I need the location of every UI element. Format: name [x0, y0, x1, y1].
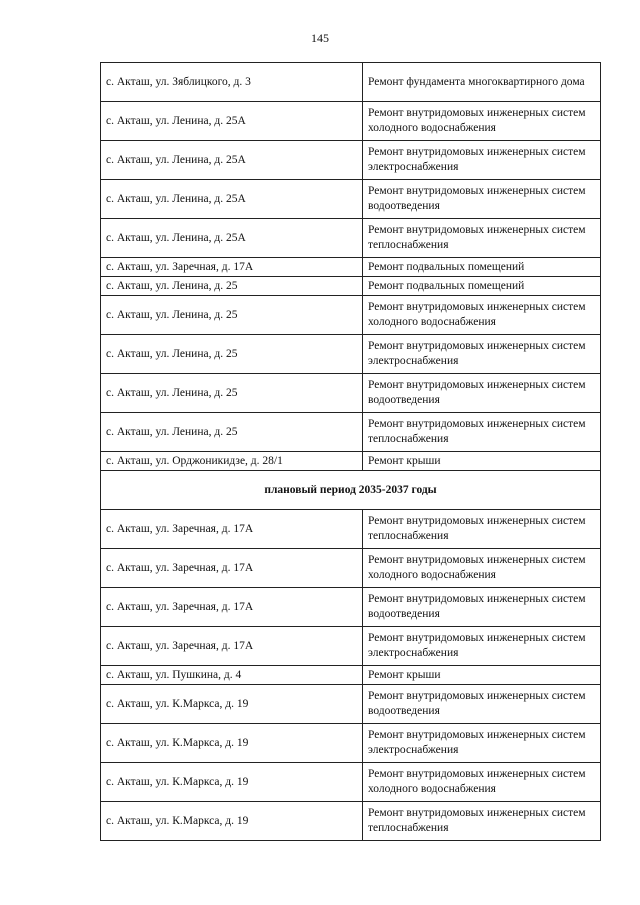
work-type-cell: Ремонт крыши — [363, 666, 601, 685]
table-row — [101, 588, 601, 627]
table-row — [101, 763, 601, 802]
table-row — [101, 549, 601, 588]
work-type-cell: Ремонт фундамента многоквартирного дома — [363, 63, 601, 102]
address-cell: с. Акташ, ул. Заречная, д. 17А — [101, 549, 363, 588]
work-type-cell: Ремонт внутридомовых инженерных систем холодного водоснабжения — [363, 102, 601, 141]
table-row — [101, 452, 601, 471]
address-cell: с. Акташ, ул. Ленина, д. 25 — [101, 296, 363, 335]
table-row — [101, 277, 601, 296]
table-row — [101, 627, 601, 666]
work-type-cell: Ремонт внутридомовых инженерных систем водоотведения — [363, 588, 601, 627]
address-cell: с. Акташ, ул. Ленина, д. 25 — [101, 413, 363, 452]
table-row — [101, 102, 601, 141]
address-cell: с. Акташ, ул. Ленина, д. 25А — [101, 102, 363, 141]
address-cell: с. Акташ, ул. К.Маркса, д. 19 — [101, 763, 363, 802]
work-type-cell: Ремонт внутридомовых инженерных систем холодного водоснабжения — [363, 296, 601, 335]
address-cell: с. Акташ, ул. К.Маркса, д. 19 — [101, 724, 363, 763]
address-cell: с. Акташ, ул. Заречная, д. 17А — [101, 510, 363, 549]
work-type-cell: Ремонт внутридомовых инженерных систем электроснабжения — [363, 141, 601, 180]
work-type-cell: Ремонт подвальных помещений — [363, 277, 601, 296]
work-type-cell: Ремонт внутридомовых инженерных систем теплоснабжения — [363, 219, 601, 258]
address-cell: с. Акташ, ул. Ленина, д. 25 — [101, 335, 363, 374]
repair-schedule-table — [100, 62, 601, 841]
table-row — [101, 510, 601, 549]
table-row — [101, 802, 601, 841]
work-type-cell: Ремонт внутридомовых инженерных систем теплоснабжения — [363, 413, 601, 452]
table-row — [101, 685, 601, 724]
work-type-cell: Ремонт внутридомовых инженерных систем холодного водоснабжения — [363, 763, 601, 802]
table-row — [101, 335, 601, 374]
address-cell: с. Акташ, ул. Ленина, д. 25 — [101, 277, 363, 296]
address-cell: с. Акташ, ул. Пушкина, д. 4 — [101, 666, 363, 685]
work-type-cell: Ремонт внутридомовых инженерных систем электроснабжения — [363, 724, 601, 763]
address-cell: с. Акташ, ул. Ленина, д. 25А — [101, 180, 363, 219]
work-type-cell: Ремонт внутридомовых инженерных систем водоотведения — [363, 685, 601, 724]
table-row — [101, 374, 601, 413]
table-row — [101, 219, 601, 258]
table-row — [101, 180, 601, 219]
address-cell: с. Акташ, ул. Ленина, д. 25 — [101, 374, 363, 413]
address-cell: с. Акташ, ул. Ленина, д. 25А — [101, 141, 363, 180]
address-cell: с. Акташ, ул. Заречная, д. 17А — [101, 627, 363, 666]
address-cell: с. Акташ, ул. К.Маркса, д. 19 — [101, 802, 363, 841]
work-type-cell: Ремонт внутридомовых инженерных систем электроснабжения — [363, 335, 601, 374]
work-type-cell: Ремонт внутридомовых инженерных систем водоотведения — [363, 180, 601, 219]
work-type-cell: Ремонт внутридомовых инженерных систем теплоснабжения — [363, 510, 601, 549]
address-cell: с. Акташ, ул. Заречная, д. 17А — [101, 258, 363, 277]
work-type-cell: Ремонт внутридомовых инженерных систем холодного водоснабжения — [363, 549, 601, 588]
address-cell: с. Акташ, ул. Ленина, д. 25А — [101, 219, 363, 258]
table-row — [101, 413, 601, 452]
work-type-cell: Ремонт внутридомовых инженерных систем электроснабжения — [363, 627, 601, 666]
work-type-cell: Ремонт внутридомовых инженерных систем теплоснабжения — [363, 802, 601, 841]
page-number: 145 — [311, 31, 329, 45]
work-type-cell: Ремонт внутридомовых инженерных систем водоотведения — [363, 374, 601, 413]
address-cell: с. Акташ, ул. Орджоникидзе, д. 28/1 — [101, 452, 363, 471]
work-type-cell: Ремонт подвальных помещений — [363, 258, 601, 277]
address-cell: с. Акташ, ул. Зяблицкого, д. 3 — [101, 63, 363, 102]
table-row — [101, 666, 601, 685]
table-row — [101, 258, 601, 277]
table-row — [101, 296, 601, 335]
section-title: плановый период 2035-2037 годы — [101, 471, 601, 510]
table-row — [101, 724, 601, 763]
section-header-row — [101, 471, 601, 510]
work-type-cell: Ремонт крыши — [363, 452, 601, 471]
table-row — [101, 141, 601, 180]
address-cell: с. Акташ, ул. Заречная, д. 17А — [101, 588, 363, 627]
table-row — [101, 63, 601, 102]
address-cell: с. Акташ, ул. К.Маркса, д. 19 — [101, 685, 363, 724]
